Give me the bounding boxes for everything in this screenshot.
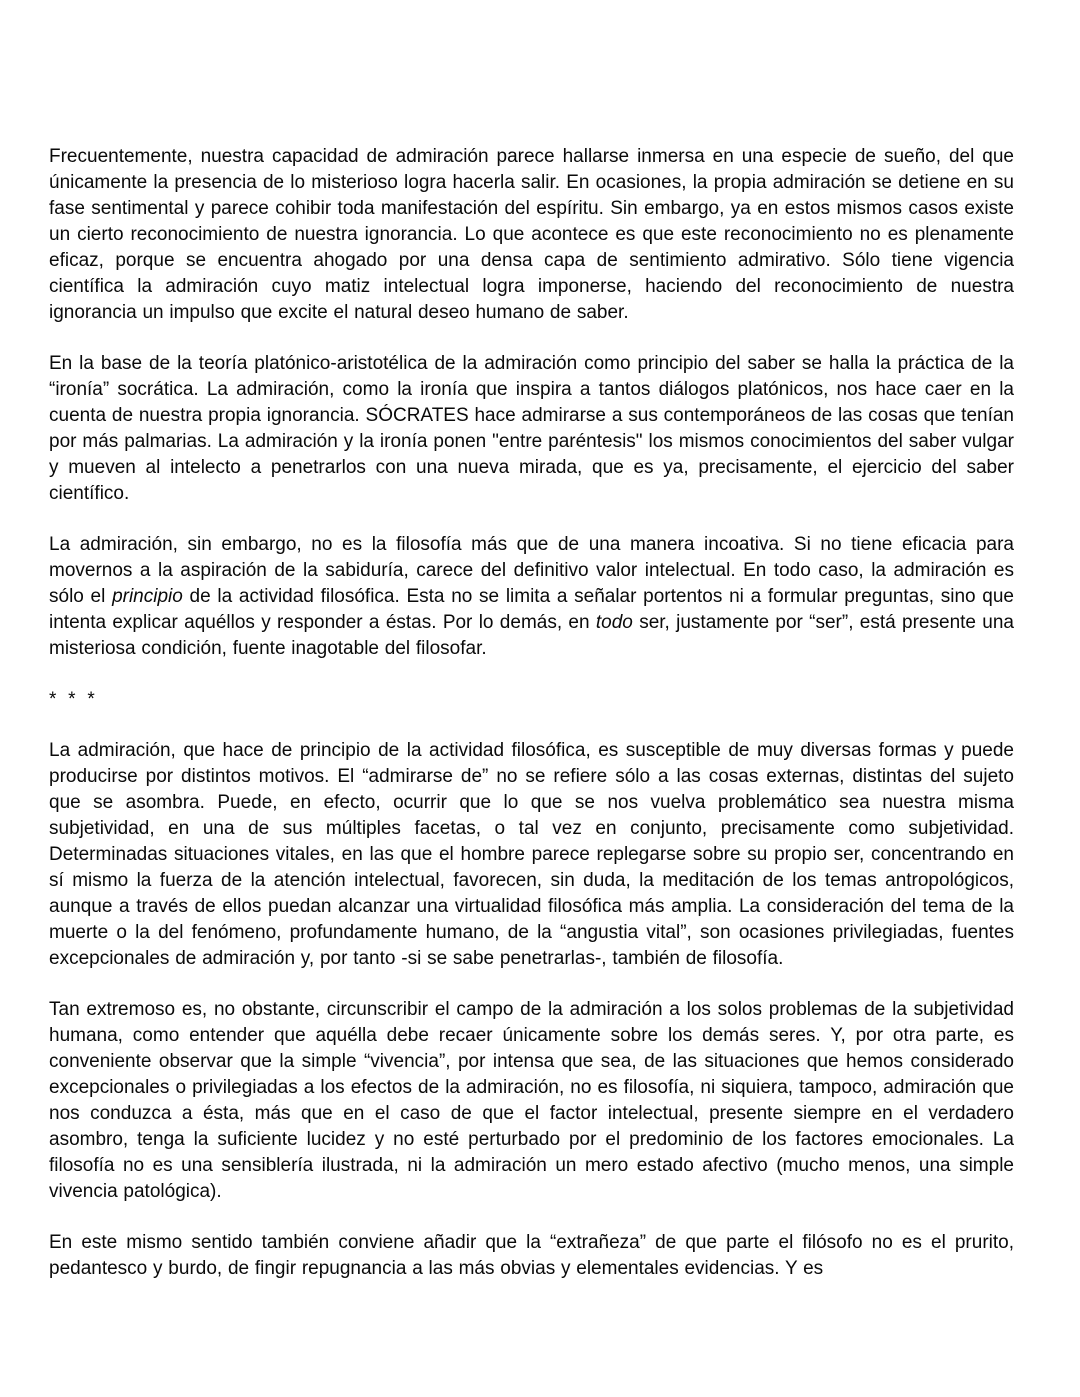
text-run: En la base de la teoría platónico-aristotélica de la admiración como principio del saber se halla la práctica de la “ironía” socrática. La admiración, como la ironía que inspira a tantos diálogos platónicos, nos hace caer en la cuenta de nuestra propia ignorancia. SÓCRATES hace admirarse a sus contemporáneos de las cosas que tenían por más palmarias. La admiración y la ironía ponen "entre paréntesis" los mismos conocimientos del saber vulgar y mueven al intelecto a penetrarlos con una nueva mirada, que es ya, precisamente, el ejercicio del saber científico.	[49, 353, 1014, 504]
section-separator	[49, 687, 1014, 713]
text-run: En este mismo sentido también conviene añadir que la “extrañeza” de que parte el filósofo no es el prurito, pedantesco y burdo, de fingir repugnancia a las más obvias y elementales evidencias. Y es	[49, 1232, 1014, 1279]
text-run: La admiración, que hace de principio de la actividad filosófica, es susceptible de muy diversas formas y puede producirse por distintos motivos. El “admirarse de” no se refiere sólo a las cosas externas, distintas del sujeto que se asombra. Puede, en efecto, ocurrir que lo que se nos vuelva problemático sea nuestra misma subjetividad, en una de sus múltiples facetas, o tal vez en conjunto, precisamente como subjetividad. Determinadas situaciones vitales, en las que el hombre parece replegarse sobre su propio ser, concentrando en sí mismo la fuerza de la atención intelectual, favorecen, sin duda, la meditación de los temas antropológicos, aunque a través de ellos puedan alcanzar una virtualidad filosófica más amplia. La consideración del tema de la muerte o la del fenómeno, profundamente humano, de la “angustia vital”, son ocasiones privilegiadas, fuentes excepcionales de admiración y, por tanto -si se sabe penetrarlas-, también de filosofía.	[49, 740, 1014, 969]
text-run: Tan extremoso es, no obstante, circunscribir el campo de la admiración a los solos problemas de la subjetividad humana, como entender que aquélla debe recaer únicamente sobre los demás seres. Y, por otra parte, es conveniente observar que la simple “vivencia”, por intensa que sea, de las situaciones que hemos considerado excepcionales o privilegiadas a los efectos de la admiración, no es filosofía, ni siquiera, tampoco, admiración que nos conduzca a ésta, más que en el caso de que el factor intelectual, presente siempre en el verdadero asombro, tenga la suficiente lucidez y no esté perturbado por el predominio de los factores emocionales. La filosofía no es una sensiblería ilustrada, ni la admiración un mero estado afectivo (mucho menos, una simple vivencia patológica).	[49, 999, 1014, 1202]
text-run: Frecuentemente, nuestra capacidad de admiración parece hallarse inmersa en una especie de sueño, del que únicamente la presencia de lo misterioso logra hacerla salir. En ocasiones, la propia admiración se detiene en su fase sentimental y parece cohibir toda manifestación del espíritu. Sin embargo, ya en estos mismos casos existe un cierto reconocimiento de nuestra ignorancia. Lo que acontece es que este reconocimiento no es plenamente eficaz, porque se encuentra ahogado por una densa capa de sentimiento admirativo. Sólo tiene vigencia científica la admiración cuyo matiz intelectual logra imponerse, haciendo del reconocimiento de nuestra ignorancia un impulso que excite el natural deseo humano de saber.	[49, 146, 1014, 323]
text-run: La admiración, sin embargo, no es la filosofía más que de una manera incoativa. Si no tiene eficacia para movernos a la aspiración de la sabiduría, carece del definitivo valor intelectual. En todo caso, la admiración es sólo el	[49, 534, 1014, 607]
paragraph-4	[49, 738, 1014, 972]
italic-text-run: principio	[112, 586, 183, 607]
text-run: * * *	[49, 689, 98, 710]
text-run: de la actividad filosófica. Esta no se limita a señalar portentos ni a formular preguntas, sino que intenta explicar aquéllos y responder a éstas. Por lo demás, en	[49, 586, 1014, 633]
paragraph-6	[49, 1230, 1014, 1282]
paragraph-5	[49, 997, 1014, 1205]
paragraph-1	[49, 144, 1014, 326]
paragraph-2	[49, 351, 1014, 507]
text-run: ser, justamente por “ser”, está presente una misteriosa condición, fuente inagotable del filosofar.	[49, 612, 1014, 659]
paragraph-3	[49, 532, 1014, 662]
italic-text-run: todo	[595, 612, 633, 633]
